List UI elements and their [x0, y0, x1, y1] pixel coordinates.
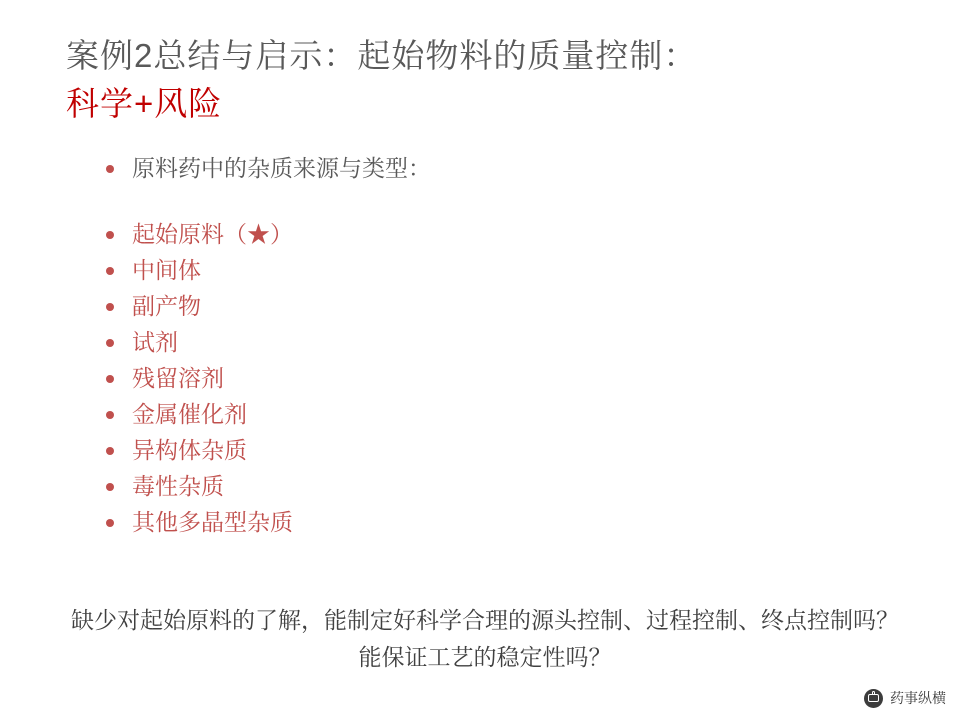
list-item: 起始原料（★）: [96, 216, 896, 252]
slide-body: [96, 150, 896, 540]
list-item: 试剂: [96, 324, 896, 360]
bullet-list: [96, 150, 896, 540]
list-item: 副产物: [96, 288, 896, 324]
slide-title: [66, 34, 906, 126]
watermark: [864, 688, 946, 708]
footer-question-text: 缺少对起始原料的了解，能制定好科学合理的源头控制、过程控制、终点控制吗？能保证工艺的稳定性吗？: [71, 607, 899, 670]
list-item: 异构体杂质: [96, 432, 896, 468]
list-item: 残留溶剂: [96, 360, 896, 396]
list-item: 金属催化剂: [96, 396, 896, 432]
list-item-lead: 原料药中的杂质来源与类型：: [96, 150, 896, 186]
title-line-primary: 案例2总结与启示：起始物料的质量控制：: [66, 37, 698, 74]
list-item: 毒性杂质: [96, 468, 896, 504]
watermark-label: 药事纵横: [890, 690, 946, 706]
list-item: 中间体: [96, 252, 896, 288]
list-item: 其他多晶型杂质: [96, 504, 896, 540]
title-line-secondary: 科学+风险: [66, 85, 223, 122]
wechat-account-icon: [864, 689, 883, 708]
